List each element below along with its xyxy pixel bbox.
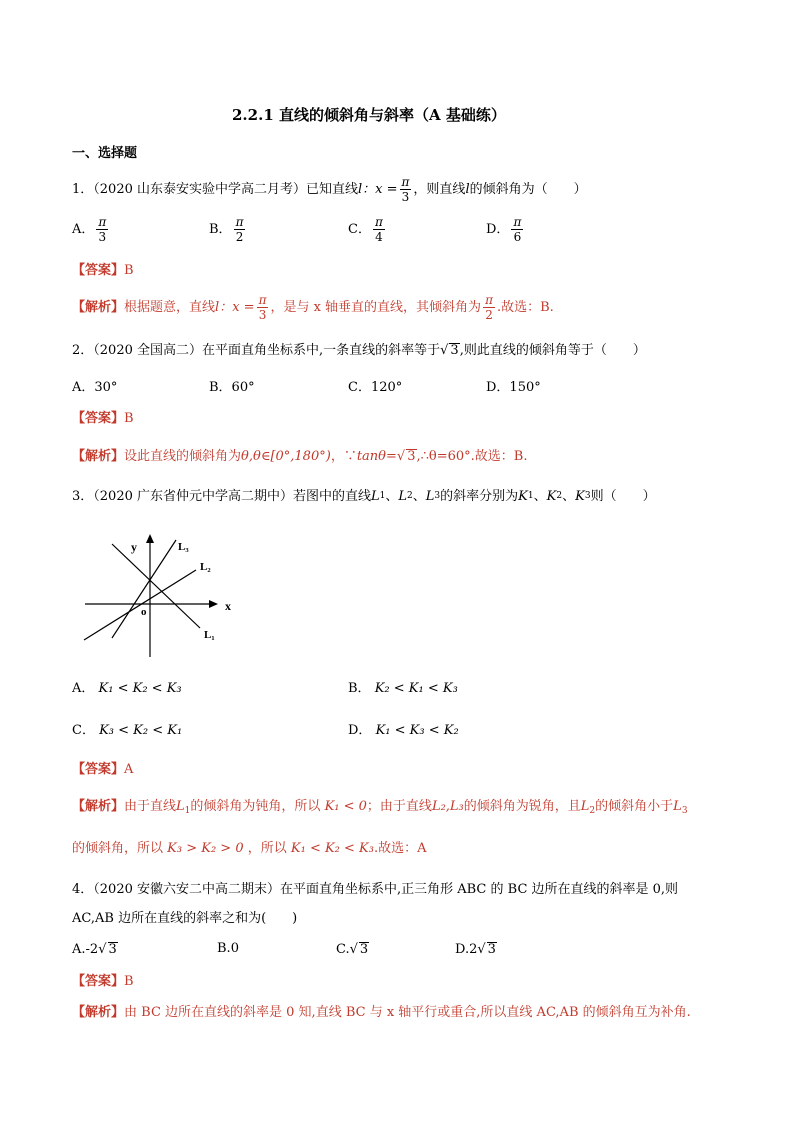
- question-2-option-d: D．150°: [486, 380, 541, 395]
- question-1-option-d: D． $\frac{\pi}{6}$: [486, 215, 522, 244]
- question-1-option-b: B． $\frac{\pi}{2}$: [209, 215, 244, 244]
- question-4-option-d: D. 2 √ 3: [455, 941, 496, 957]
- x-axis-arrow: [209, 600, 218, 608]
- question-3-option-c: C． K₃ < K₂ < K₁: [72, 723, 183, 738]
- l3-label: L₃: [178, 541, 189, 553]
- question-4-stem-line-2: AC,AB 边所在直线的斜率之和为( ): [72, 911, 298, 926]
- question-1-option-c: C． $\frac{\pi}{4}$: [348, 215, 383, 244]
- question-2-option-a: A．30°: [72, 380, 118, 395]
- l2-label: L₂: [200, 561, 211, 573]
- question-4-explanation: 【解析】由 BC 边所在直线的斜率是 0 知,直线 BC 与 x 轴平行或重合,所以直线 AC,AB 的倾斜角互为补角.: [72, 1005, 691, 1020]
- question-2-option-b: B．60°: [209, 380, 255, 395]
- question-2-stem: 2．（2020 全国高二）在平面直角坐标系中,一条直线的斜率等于 √ 3 ,则此直线的倾斜角等于（ ）: [72, 342, 646, 358]
- question-3-option-b: B． K₂ < K₁ < K₃: [348, 681, 458, 696]
- y-axis-arrow: [146, 534, 154, 543]
- page-title: 2.2.1 直线的倾斜角与斜率（A 基础练）: [232, 106, 506, 124]
- question-3-explanation-line-1: 【解析】由于直线$L_1$的倾斜角为钝角，所以 K₁ < 0；由于直线L₂,L₃的倾斜角为锐角，且$L_2$的倾斜角小于$L_3$: [72, 799, 688, 816]
- question-4-option-c: C. √ 3: [336, 941, 369, 957]
- y-axis-label: y: [131, 540, 137, 554]
- question-1-explanation: 【解析】 根据题意，直线 l ：x = $\frac{\pi}{3}$ ，是与 x 轴垂直的直线，其倾斜角为 $\frac{\pi}{2}$ .故选：B.: [72, 293, 554, 322]
- question-1-option-a: A． $\frac{\pi}{3}$: [72, 215, 107, 244]
- line-l2: [84, 570, 196, 640]
- question-3-explanation-line-2: 的倾斜角，所以 K₃ > K₂ > 0 ，所以 K₁ < K₂ < K₃.故选：A: [72, 841, 427, 856]
- question-2-answer: 【答案】B: [72, 411, 134, 426]
- x-axis-label: x: [225, 599, 231, 613]
- question-3-figure: [80, 532, 240, 662]
- question-2-explanation: 【解析】 设此直线的倾斜角为 θ,θ∈[0°,180°) ，∵ tanθ = √ 3 ,∴θ=60°.故选：B.: [72, 448, 528, 464]
- question-3-stem: 3．（2020 广东省仲元中学高二期中）若图中的直线 L 1 、 L 2 、 L 3 的斜率分别为 K 1 、 K 2 、 K 3 则（ ）: [72, 489, 656, 504]
- question-4-answer: 【答案】B: [72, 974, 134, 989]
- question-4-option-a: A. -2 √ 3: [72, 941, 117, 957]
- question-3-option-a: A． K₁ < K₂ < K₃: [72, 681, 182, 696]
- question-1-answer: 【答案】B: [72, 263, 134, 278]
- question-3-answer: 【答案】A: [72, 762, 134, 777]
- question-2-option-c: C．120°: [348, 380, 403, 395]
- question-4-option-b: B. 0: [217, 941, 239, 956]
- question-3-option-d: D． K₁ < K₃ < K₂: [348, 723, 459, 738]
- line-l1: [112, 544, 200, 628]
- question-4-stem-line-1: 4．（2020 安徽六安二中高二期末）在平面直角坐标系中,正三角形 ABC 的 BC 边所在直线的斜率是 0,则: [72, 882, 679, 897]
- section-heading: 一、选择题: [72, 146, 138, 161]
- question-1-stem: 1．（2020 山东泰安实验中学高二月考）已知直线 l ：x = $\frac{\pi}{3}$ ，则直线 l 的倾斜角为（ ）: [72, 175, 587, 204]
- l1-label: L₁: [204, 629, 215, 641]
- origin-label: o: [141, 606, 147, 618]
